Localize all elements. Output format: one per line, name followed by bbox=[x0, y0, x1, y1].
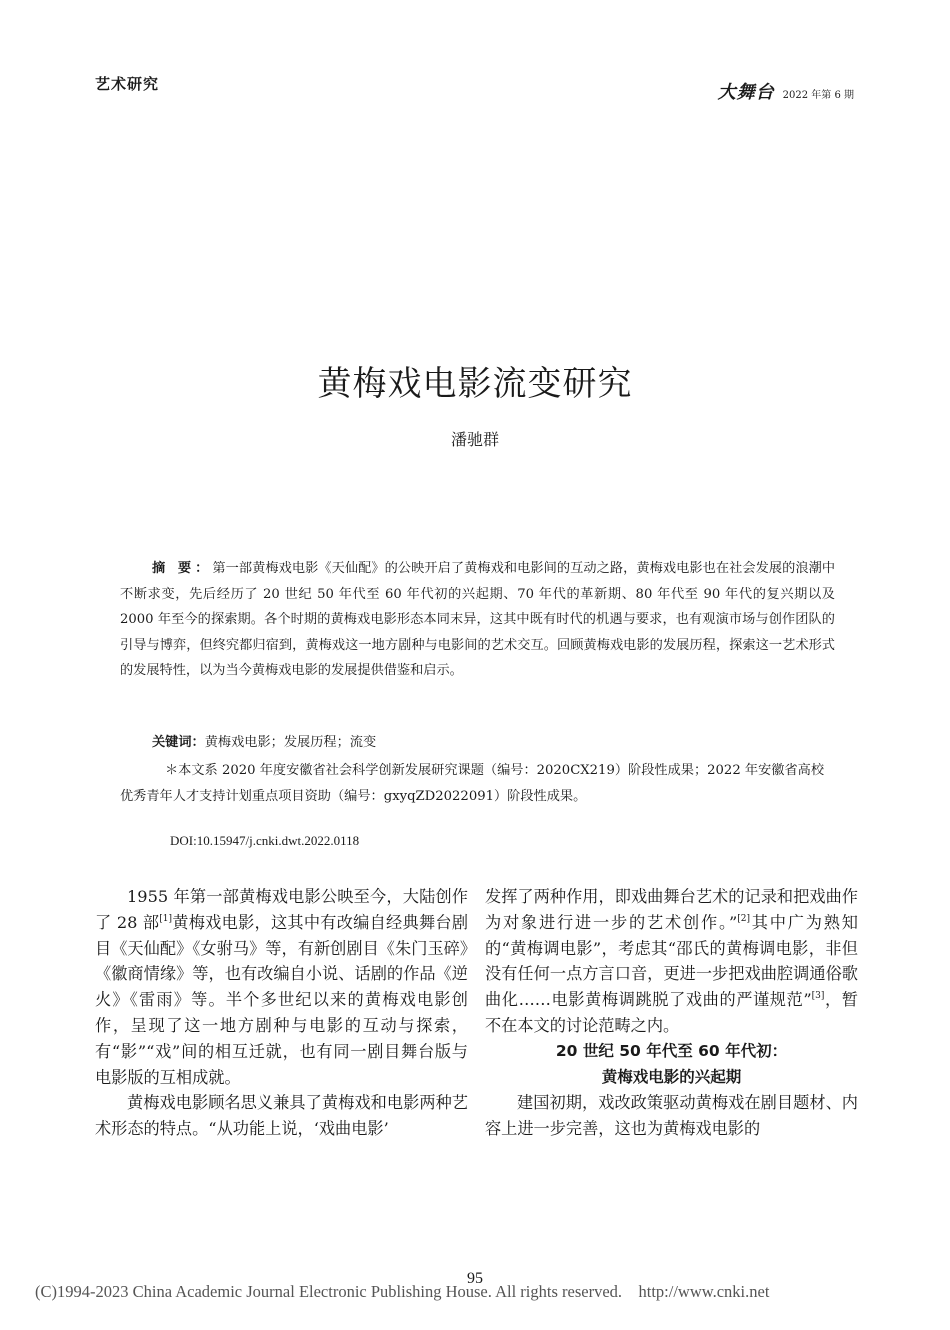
body-column-left bbox=[95, 884, 468, 1142]
article-author: 潘驰群 bbox=[450, 430, 499, 449]
abstract bbox=[120, 556, 835, 684]
copyright-footer: (C)1994-2023 China Academic Journal Electronic Publishing House. All rights reserved. http://www.cnki.net bbox=[35, 1282, 770, 1301]
paragraph: 建国初期，戏改政策驱动黄梅戏在剧目题材、内容上进一步完善，这也为黄梅戏电影的 bbox=[485, 1093, 858, 1139]
keywords-label: 关键词： bbox=[152, 735, 205, 750]
fund-note: ＊本文系 2020 年度安徽省社会科学创新发展研究课题（编号：2020CX219）阶段性成果；2022 年安徽省高校优秀青年人才支持计划重点项目资助（编号：gxyqZD2022091）阶段性成果。 bbox=[120, 763, 825, 804]
paragraph-text: ，暂不在本文的讨论范畴之内。 bbox=[485, 990, 858, 1035]
citation-ref: [2] bbox=[737, 913, 750, 924]
section-heading bbox=[485, 1039, 858, 1091]
keywords-text: 黄梅戏电影；发展历程；流变 bbox=[204, 735, 377, 750]
paragraph bbox=[485, 884, 858, 1039]
section-heading-line2: 黄梅戏电影的兴起期 bbox=[601, 1067, 742, 1086]
citation-ref: [1] bbox=[159, 913, 173, 924]
section-label: 艺术研究 bbox=[95, 75, 160, 93]
paragraph-text: 1955 年第一部黄梅戏电影公映至今，大陆创作了 28 部 bbox=[95, 887, 468, 932]
page-number: 95 bbox=[467, 1270, 483, 1287]
paragraph: 黄梅戏电影顾名思义兼具了黄梅戏和电影两种艺术形态的特点。“从功能上说，‘戏曲电影’ bbox=[95, 1093, 468, 1139]
paragraph-text: 黄梅戏电影，这其中有改编自经典舞台剧目《天仙配》《女驸马》等，有新创剧目《朱门玉碎》《徽商情缘》等，也有改编自小说、话剧的作品《逆火》《雷雨》等。半个多世纪以来的黄梅戏电影创作，呈现了这一地方剧种与电影的互动与探索，有“影”“戏”间的相互迁就，也有同一剧目舞台版与电影版的互相成就。 bbox=[95, 912, 469, 1087]
journal-header bbox=[718, 78, 854, 104]
doi: DOI:10.15947/j.cnki.dwt.2022.0118 bbox=[170, 833, 360, 848]
journal-logo: 大舞台 bbox=[717, 82, 775, 103]
journal-issue: 2022 年第 6 期 bbox=[782, 90, 854, 101]
paragraph-text: 发挥了两种作用，即戏曲舞台艺术的记录和把戏曲作为对象进行进一步的艺术创作。” bbox=[485, 887, 858, 932]
article-title: 黄梅戏电影流变研究 bbox=[317, 364, 633, 404]
abstract-text: 第一部黄梅戏电影《天仙配》的公映开启了黄梅戏和电影间的互动之路，黄梅戏电影也在社会发展的浪潮中不断求变，先后经历了 20 世纪 50 年代至 60 年代初的兴起期、70 年代的革新期、80 年代至 90 年代的复兴期以及 2000 年至今的探索期。各个时期的黄梅戏电影形态本同末异，这其中既有时代的机遇与要求，也有观演市场与创作团队的引导与博弈，但终究都归宿到，黄梅戏这一地方剧种与电影间的艺术交互。回顾黄梅戏电影的发展历程，探索这一艺术形式的发展特性，以为当今黄梅戏电影的发展提供借鉴和启示。 bbox=[120, 561, 836, 678]
abstract-label: 摘 要： bbox=[152, 561, 213, 576]
keywords bbox=[152, 731, 376, 750]
citation-ref: [3] bbox=[811, 991, 825, 1002]
body-column-right bbox=[485, 884, 858, 1142]
paragraph-text: 其中广为熟知的“黄梅调电影”，考虑其“邵氏的黄梅调电影，非但没有任何一点方言口音，更进一步把戏曲腔调通俗歌曲化……电影黄梅调跳脱了戏曲的严谨规范” bbox=[485, 912, 858, 1010]
paragraph bbox=[95, 884, 468, 1090]
section-heading-line1: 20 世纪 50 年代至 60 年代初： bbox=[555, 1041, 788, 1060]
